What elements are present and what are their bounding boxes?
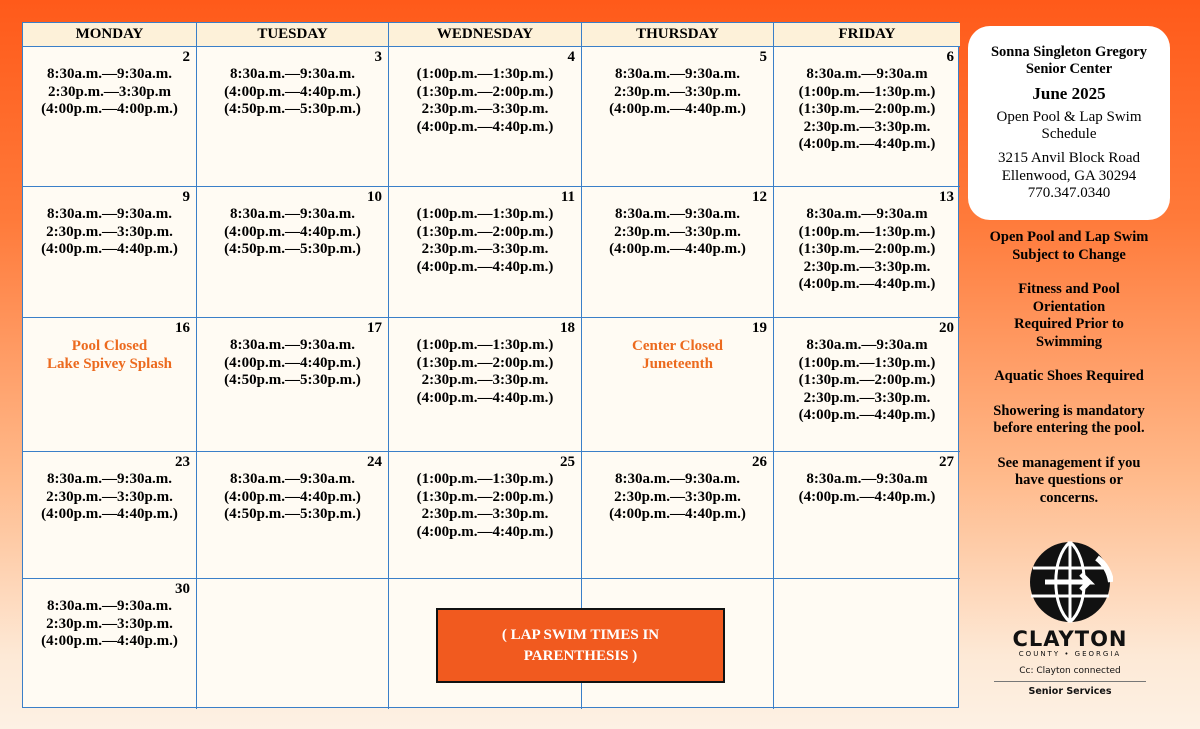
day-number	[780, 581, 954, 598]
time-slot: (4:00p.m.—4:40p.m.)	[224, 488, 361, 505]
address	[968, 150, 1170, 203]
day-number: 2	[182, 49, 190, 65]
time-slot: 2:30p.m.—3:30p.m.	[421, 372, 549, 388]
day-cell	[774, 452, 960, 579]
time-slot: (1:30p.m.—2:00p.m.)	[416, 354, 554, 371]
day-cell	[774, 187, 960, 318]
day-number: 25	[560, 454, 575, 470]
time-slot: (1:30p.m.—2:00p.m.)	[798, 241, 936, 257]
day-number: 4	[567, 49, 575, 65]
day-cell	[774, 579, 960, 709]
logo-brand: CLAYTON	[1012, 627, 1128, 651]
time-slot: (4:50p.m.—5:30p.m.)	[224, 372, 361, 388]
time-slot: (1:00p.m.—1:30p.m.)	[798, 83, 936, 100]
time-slot: 8:30a.m.—9:30a.m.	[47, 471, 172, 487]
time-slot: 2:30p.m.—3:30p.m.	[46, 488, 173, 505]
day-number: 18	[560, 320, 575, 336]
time-slot: 8:30a.m.—9:30a.m.	[230, 471, 355, 487]
time-slot: 8:30a.m.—9:30a.m	[806, 66, 928, 82]
policy-note-line: Fitness and Pool	[1018, 281, 1120, 297]
day-cell	[23, 47, 197, 187]
time-slot: 2:30p.m.—3:30p.m.	[803, 118, 931, 135]
time-slot: (4:00p.m.—4:40p.m.)	[609, 506, 746, 522]
time-slot: 8:30a.m.—9:30a.m.	[47, 598, 172, 614]
time-slot: 2:30p.m.—3:30p.m.	[421, 506, 549, 522]
day-cell	[582, 318, 774, 452]
time-slots	[395, 337, 575, 407]
day-header-monday: MONDAY	[23, 23, 197, 47]
time-slots	[588, 206, 767, 259]
time-slots	[29, 471, 190, 524]
time-slot: 2:30p.m.—3:30p.m.	[614, 488, 741, 505]
time-slots	[780, 66, 954, 154]
closure-note	[588, 337, 767, 373]
day-number: 27	[939, 454, 954, 470]
time-slots	[203, 471, 382, 524]
time-slot: 8:30a.m.—9:30a.m.	[47, 66, 172, 82]
lap-swim-note-line2: PARENTHESIS )	[523, 648, 638, 664]
time-slot: (4:00p.m.—4:40p.m.)	[609, 101, 746, 117]
logo-service: Senior Services	[1028, 686, 1112, 697]
policy-note	[966, 368, 1172, 386]
time-slots	[395, 66, 575, 136]
time-slot: 8:30a.m.—9:30a.m.	[230, 66, 355, 82]
day-cell	[23, 452, 197, 579]
day-cell	[197, 47, 389, 187]
day-number	[395, 581, 575, 598]
time-slots	[588, 471, 767, 524]
time-slot: (4:00p.m.—4:00p.m.)	[41, 101, 178, 117]
time-slot: 2:30p.m.—3:30p.m	[48, 83, 171, 100]
org-name-line1: Sonna Singleton Gregory	[990, 44, 1148, 60]
day-cell	[582, 452, 774, 579]
time-slots	[29, 66, 190, 119]
time-slot: 2:30p.m.—3:30p.m.	[46, 223, 173, 240]
day-cell	[774, 47, 960, 187]
closure-note-line: Juneteenth	[642, 356, 713, 372]
time-slot: 2:30p.m.—3:30p.m.	[46, 615, 173, 632]
day-number: 24	[367, 454, 382, 470]
day-header-tuesday: TUESDAY	[197, 23, 389, 47]
time-slot: (4:00p.m.—4:40p.m.)	[41, 506, 178, 522]
day-number: 3	[374, 49, 382, 65]
time-slot: (1:00p.m.—1:30p.m.)	[416, 471, 554, 487]
time-slots	[780, 206, 954, 294]
day-cell	[774, 318, 960, 452]
org-name-line2: Senior Center	[1025, 61, 1113, 77]
time-slot: 2:30p.m.—3:30p.m.	[614, 223, 741, 240]
day-number: 5	[759, 49, 767, 65]
policy-note	[966, 229, 1172, 264]
day-cell	[582, 187, 774, 318]
schedule-title-line2: Schedule	[1041, 126, 1097, 142]
time-slot: (4:00p.m.—4:40p.m.)	[416, 118, 554, 135]
time-slot: 2:30p.m.—3:30p.m.	[614, 83, 741, 100]
time-slot: 2:30p.m.—3:30p.m.	[421, 241, 549, 257]
day-header-wednesday: WEDNESDAY	[389, 23, 582, 47]
time-slot: (1:00p.m.—1:30p.m.)	[416, 206, 554, 222]
policy-note	[966, 281, 1172, 351]
address-line1: 3215 Anvil Block Road	[997, 150, 1141, 166]
policy-note-line: Swimming	[1035, 333, 1103, 350]
day-cell	[389, 452, 582, 579]
policy-note-line: Subject to Change	[1012, 246, 1126, 263]
lap-swim-note-line1: ( LAP SWIM TIMES IN	[501, 627, 660, 643]
time-slot: (1:30p.m.—2:00p.m.)	[416, 83, 554, 100]
time-slot: (4:00p.m.—4:40p.m.)	[224, 354, 361, 371]
address-line2: Ellenwood, GA 30294	[1001, 167, 1137, 184]
day-header-friday: FRIDAY	[774, 23, 960, 47]
day-cell	[389, 187, 582, 318]
day-cell	[389, 47, 582, 187]
time-slot: (4:50p.m.—5:30p.m.)	[224, 506, 361, 522]
day-number: 23	[175, 454, 190, 470]
day-number	[203, 581, 382, 598]
policy-note-line: before entering the pool.	[993, 420, 1145, 436]
time-slot: 8:30a.m.—9:30a.m.	[230, 337, 355, 353]
schedule-month: June 2025	[1032, 84, 1106, 103]
time-slot: 8:30a.m.—9:30a.m.	[615, 206, 740, 222]
day-number: 30	[175, 581, 190, 597]
time-slot: (1:30p.m.—2:00p.m.)	[798, 101, 936, 117]
time-slots	[203, 206, 382, 259]
time-slot: (4:00p.m.—4:40p.m.)	[798, 276, 936, 292]
policy-note-line: Open Pool and Lap Swim	[989, 229, 1149, 245]
time-slots	[29, 206, 190, 259]
time-slot: 2:30p.m.—3:30p.m.	[421, 101, 549, 117]
time-slot: (4:00p.m.—4:40p.m.)	[798, 488, 936, 505]
time-slot: (4:00p.m.—4:40p.m.)	[609, 241, 746, 257]
time-slots	[203, 66, 382, 119]
day-header-thursday: THURSDAY	[582, 23, 774, 47]
policy-note	[966, 403, 1172, 438]
day-number: 11	[560, 189, 575, 205]
time-slot: (4:00p.m.—4:40p.m.)	[416, 389, 554, 406]
time-slot: (1:30p.m.—2:00p.m.)	[416, 223, 554, 240]
time-slot: (4:00p.m.—4:40p.m.)	[798, 407, 936, 423]
day-cell	[23, 318, 197, 452]
logo-tagline: Cc: Clayton connected	[994, 665, 1146, 682]
time-slot: 8:30a.m.—9:30a.m.	[615, 66, 740, 82]
time-slot: 8:30a.m.—9:30a.m.	[615, 471, 740, 487]
schedule-title-line1: Open Pool & Lap Swim	[996, 109, 1142, 125]
policy-note-line: Required Prior to	[1014, 316, 1124, 332]
day-number: 19	[752, 320, 767, 336]
time-slot: (1:30p.m.—2:00p.m.)	[416, 488, 554, 505]
time-slot: (1:00p.m.—1:30p.m.)	[416, 337, 554, 353]
time-slot: (4:00p.m.—4:40p.m.)	[224, 223, 361, 240]
policy-note	[966, 455, 1172, 508]
time-slots	[588, 66, 767, 119]
day-cell	[197, 579, 389, 709]
day-cell	[197, 452, 389, 579]
day-cell	[197, 318, 389, 452]
time-slot: 8:30a.m.—9:30a.m.	[47, 206, 172, 222]
day-cell	[582, 47, 774, 187]
day-cell	[197, 187, 389, 318]
day-number: 10	[367, 189, 382, 205]
day-number: 20	[939, 320, 954, 336]
time-slots	[780, 471, 954, 506]
time-slot: 2:30p.m.—3:30p.m.	[803, 258, 931, 275]
time-slot: (1:00p.m.—1:30p.m.)	[416, 66, 554, 82]
day-cell	[389, 318, 582, 452]
policy-notes	[966, 229, 1172, 524]
day-number: 13	[939, 189, 954, 205]
day-number	[588, 581, 767, 598]
time-slots	[395, 206, 575, 276]
time-slots	[29, 598, 190, 651]
info-card	[968, 26, 1170, 220]
time-slot: (4:00p.m.—4:40p.m.)	[416, 258, 554, 275]
time-slot: (4:50p.m.—5:30p.m.)	[224, 101, 361, 117]
time-slot: (4:00p.m.—4:40p.m.)	[41, 241, 178, 257]
policy-note-line: have questions or	[1015, 472, 1123, 488]
closure-note-line: Pool Closed	[71, 338, 148, 354]
closure-note	[29, 337, 190, 373]
policy-note-line: Aquatic Shoes Required	[994, 368, 1144, 384]
phone-number: 770.347.0340	[1027, 185, 1111, 201]
time-slot: (1:00p.m.—1:30p.m.)	[798, 223, 936, 240]
time-slots	[395, 471, 575, 541]
time-slots	[780, 337, 954, 425]
time-slot: (1:00p.m.—1:30p.m.)	[798, 354, 936, 371]
time-slots	[203, 337, 382, 390]
time-slot: (4:00p.m.—4:40p.m.)	[41, 633, 178, 649]
policy-note-line: Showering is mandatory	[993, 402, 1145, 419]
time-slot: 8:30a.m.—9:30a.m	[806, 206, 928, 222]
closure-note-line: Lake Spivey Splash	[46, 356, 173, 372]
lap-swim-note	[436, 608, 725, 683]
policy-note-line: Orientation	[1032, 298, 1106, 315]
day-number: 6	[946, 49, 954, 65]
time-slot: (1:30p.m.—2:00p.m.)	[798, 372, 936, 388]
day-number: 12	[752, 189, 767, 205]
time-slot: (4:00p.m.—4:40p.m.)	[224, 83, 361, 100]
day-number: 26	[752, 454, 767, 470]
closure-note-line: Center Closed	[632, 338, 723, 354]
org-name	[968, 44, 1170, 78]
clayton-globe-icon	[1027, 538, 1113, 626]
time-slot: (4:00p.m.—4:40p.m.)	[798, 136, 936, 152]
schedule-title	[968, 109, 1170, 143]
day-cell	[23, 187, 197, 318]
logo-sub: COUNTY • GEORGIA	[1018, 650, 1122, 658]
time-slot: (4:50p.m.—5:30p.m.)	[224, 241, 361, 257]
day-number: 16	[175, 320, 190, 336]
time-slot: 2:30p.m.—3:30p.m.	[803, 389, 931, 406]
time-slot: (4:00p.m.—4:40p.m.)	[416, 523, 554, 540]
policy-note-line: concerns.	[1039, 489, 1099, 506]
clayton-logo	[994, 538, 1146, 697]
day-cell	[23, 579, 197, 709]
time-slot: 8:30a.m.—9:30a.m	[806, 337, 928, 353]
calendar-grid	[22, 22, 959, 708]
policy-note-line: See management if you	[997, 454, 1141, 471]
day-number: 17	[367, 320, 382, 336]
time-slot: 8:30a.m.—9:30a.m	[806, 471, 928, 487]
day-number: 9	[182, 189, 190, 205]
time-slot: 8:30a.m.—9:30a.m.	[230, 206, 355, 222]
